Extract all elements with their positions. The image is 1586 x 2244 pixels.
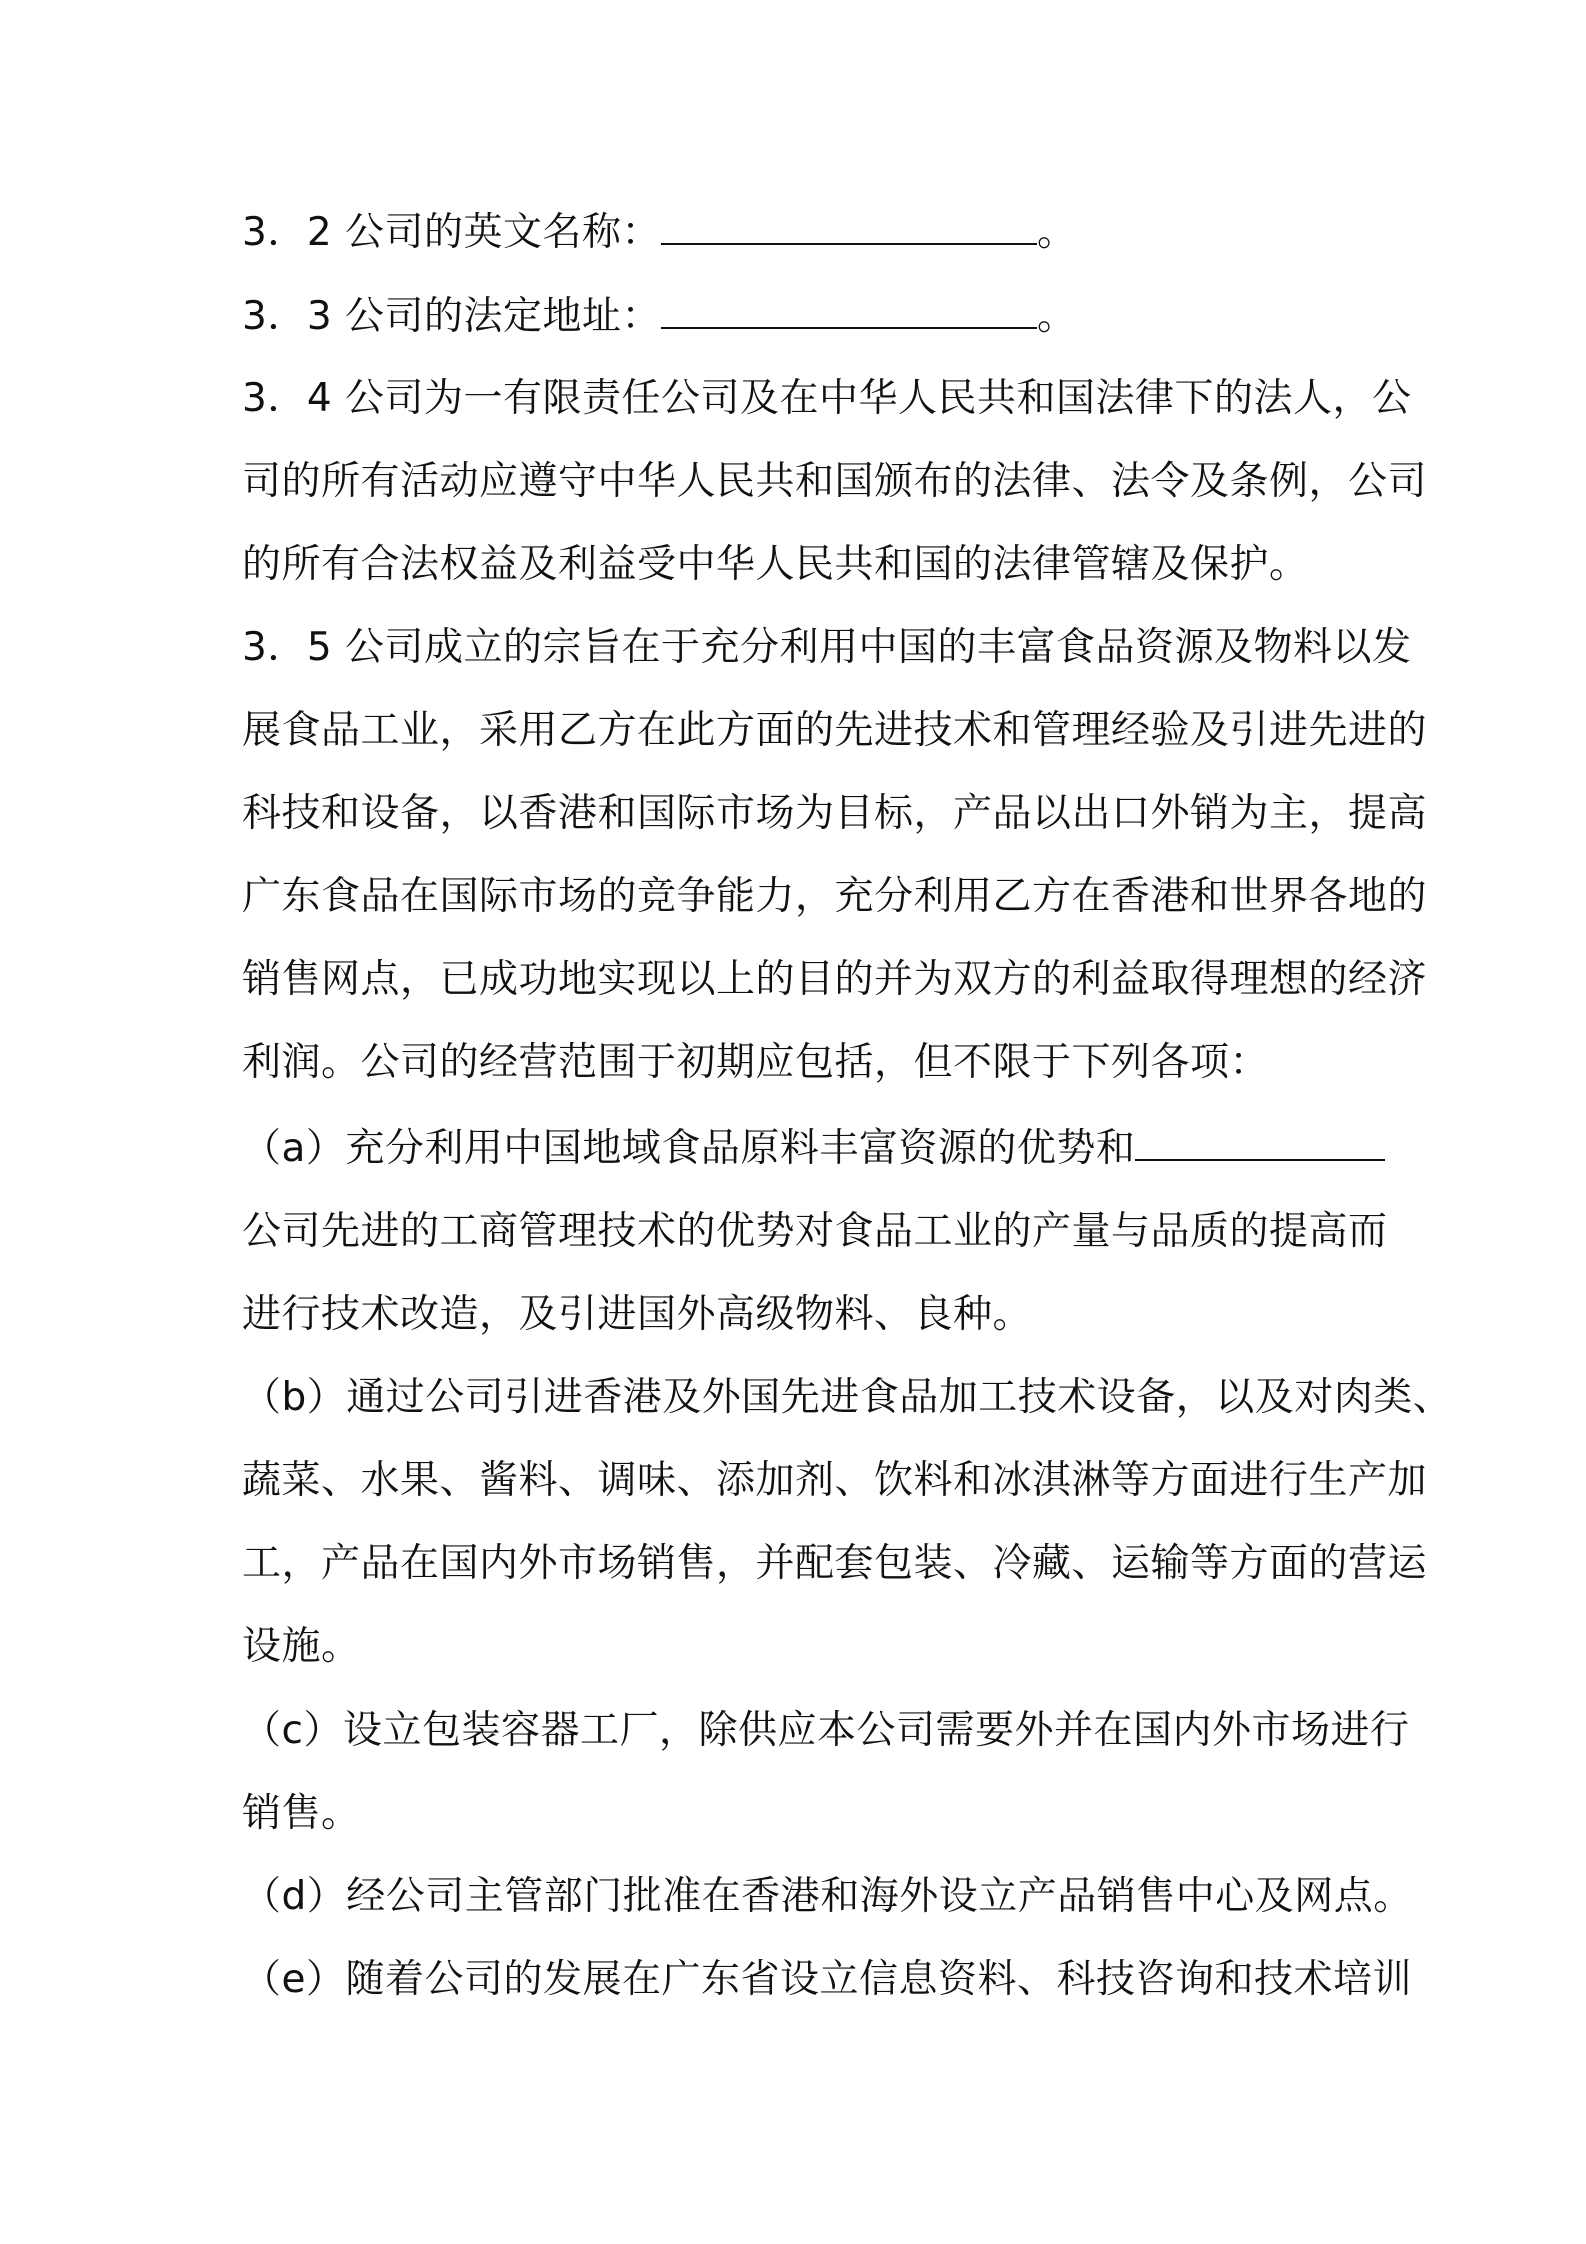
body-text-line: 展食品工业，采用乙方在此方面的先进技术和管理经验及引进先进的	[242, 708, 1428, 753]
body-text-line: 利润。公司的经营范围于初期应包括，但不限于下列各项：	[242, 1040, 1270, 1085]
body-text-line: （c）设立包装容器工厂，除供应本公司需要外并在国内外市场进行	[242, 1708, 1410, 1753]
body-text-line: 公司先进的工商管理技术的优势对食品工业的产量与品质的提高而	[242, 1209, 1388, 1254]
legal-address-blank	[661, 291, 1037, 329]
body-text-line: （e）随着公司的发展在广东省设立信息资料、科技咨询和技术培训	[242, 1957, 1412, 2002]
clause-3-3-suffix: 。	[1037, 294, 1077, 339]
clause-3-3-text: 3．3 公司的法定地址：	[242, 294, 662, 339]
body-text-line: 3．4 公司为一有限责任公司及在中华人民共和国法律下的法人，公	[242, 376, 1412, 421]
item-a-blank	[1135, 1123, 1385, 1161]
body-text-line: （b）通过公司引进香港及外国先进食品加工技术设备，以及对肉类、	[242, 1375, 1453, 1420]
clause-3-3-line	[242, 291, 1077, 342]
english-name-blank	[661, 207, 1037, 245]
clause-3-2-text: 3．2 公司的英文名称：	[242, 210, 662, 255]
item-a-line	[242, 1123, 1385, 1174]
body-text-line: 广东食品在国际市场的竞争能力，充分利用乙方在香港和世界各地的	[242, 874, 1428, 919]
body-text-line: 蔬菜、水果、酱料、调味、添加剂、饮料和冰淇淋等方面进行生产加	[242, 1458, 1428, 1503]
body-text-line: 工，产品在国内外市场销售，并配套包装、冷藏、运输等方面的营运	[242, 1541, 1428, 1586]
item-a-text: （a）充分利用中国地域食品原料丰富资源的优势和	[242, 1126, 1136, 1171]
body-text-line: 的所有合法权益及利益受中华人民共和国的法律管辖及保护。	[242, 542, 1309, 587]
body-text-line: 司的所有活动应遵守中华人民共和国颁布的法律、法令及条例，公司	[242, 459, 1428, 504]
clause-3-2-line	[242, 207, 1077, 258]
body-text-line: （d）经公司主管部门批准在香港和海外设立产品销售中心及网点。	[242, 1874, 1413, 1919]
body-text-line: 设施。	[242, 1624, 361, 1669]
body-text-line: 科技和设备，以香港和国际市场为目标，产品以出口外销为主，提高	[242, 791, 1428, 836]
body-text-line: 3．5 公司成立的宗旨在于充分利用中国的丰富食品资源及物料以发	[242, 625, 1412, 670]
body-text-line: 进行技术改造，及引进国外高级物料、良种。	[242, 1292, 1033, 1337]
clause-3-2-suffix: 。	[1037, 210, 1077, 255]
body-text-line: 销售网点，已成功地实现以上的目的并为双方的利益取得理想的经济	[242, 957, 1428, 1002]
body-text-line: 销售。	[242, 1791, 361, 1836]
